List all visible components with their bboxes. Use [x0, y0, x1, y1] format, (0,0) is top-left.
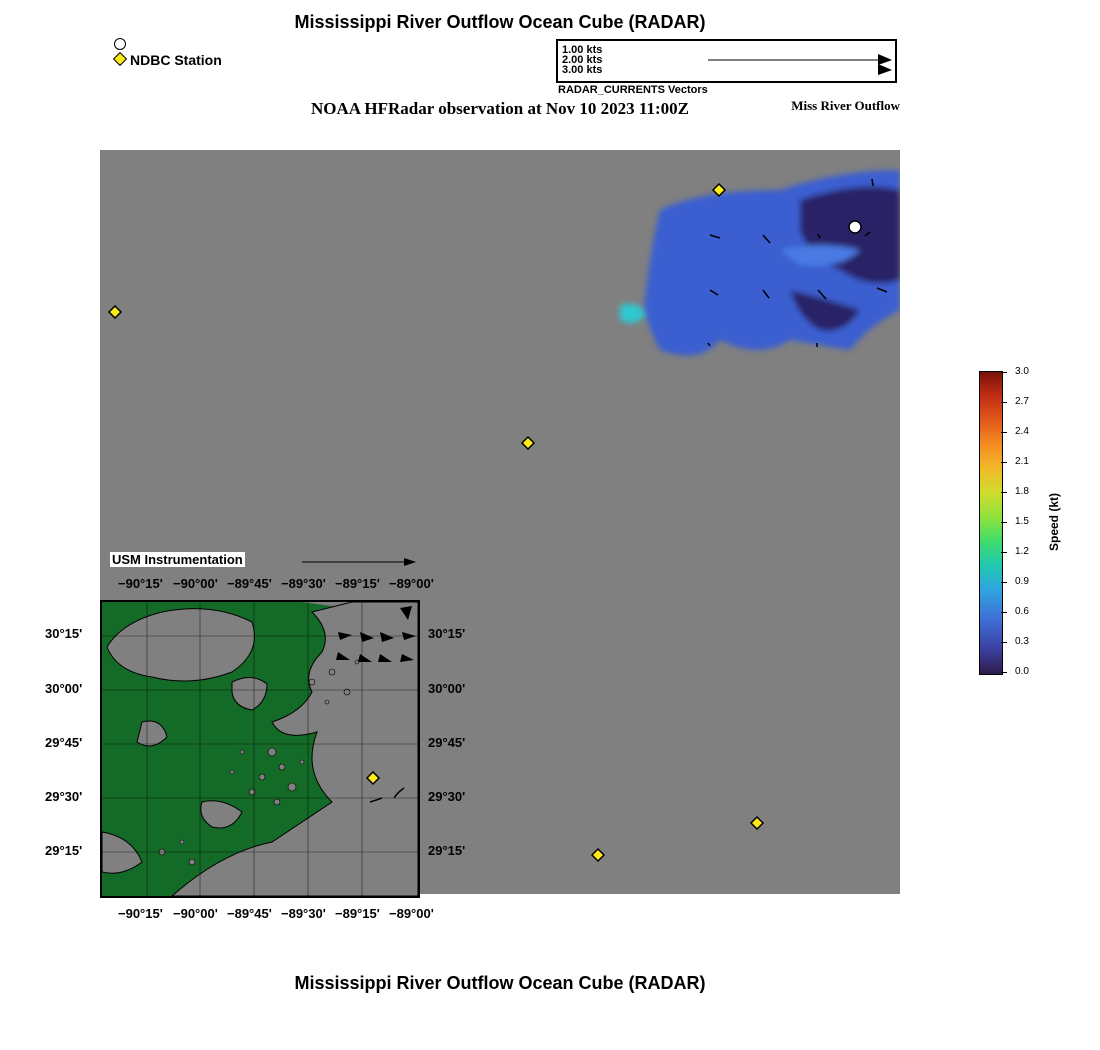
lon-tick-label: −90°00': [173, 576, 218, 591]
colorbar-tick-label: 1.5: [1015, 516, 1029, 527]
inset-title: USM Instrumentation: [112, 552, 243, 567]
lat-tick-label: 30°15': [428, 626, 466, 641]
lon-tick-label: −90°15': [118, 576, 163, 591]
colorbar-tick: [1001, 402, 1007, 403]
region-label: Miss River Outflow: [791, 98, 900, 113]
lat-tick-label: 29°15': [428, 843, 466, 858]
lat-tick-label: 29°45': [428, 735, 466, 750]
lat-tick-label: 30°00': [428, 681, 466, 696]
lat-tick-label: 29°45': [45, 735, 83, 750]
diamond-marker-icon: [113, 52, 127, 66]
lon-tick-label: −89°45': [227, 906, 272, 921]
lon-tick-label: −90°15': [118, 906, 163, 921]
colorbar-tick: [1001, 582, 1007, 583]
lat-tick-label: 29°15': [45, 843, 83, 858]
colorbar-tick: [1001, 522, 1007, 523]
lat-tick-label: 30°00': [45, 681, 83, 696]
lon-tick-label: −89°30': [281, 906, 326, 921]
lon-tick-label: −89°00': [389, 576, 434, 591]
colorbar-tick: [1001, 462, 1007, 463]
colorbar-tick: [1001, 642, 1007, 643]
map-subtitle: NOAA HFRadar observation at Nov 10 2023 11:00Z: [311, 99, 689, 118]
vector-legend-caption: RADAR_CURRENTS Vectors: [558, 84, 708, 96]
vector-legend-label: 2.00 kts: [562, 54, 603, 66]
vector-legend: [556, 39, 897, 83]
speed-colorbar: [979, 371, 1003, 675]
colorbar-tick-label: 0.3: [1015, 636, 1029, 647]
page-footer-title: Mississippi River Outflow Ocean Cube (RADAR): [294, 973, 706, 993]
lat-tick-label: 29°30': [428, 789, 466, 804]
inset-map[interactable]: [100, 600, 420, 898]
lon-tick-label: −90°00': [173, 906, 218, 921]
circle-marker-icon: [114, 38, 126, 50]
colorbar-tick-label: 2.1: [1015, 456, 1029, 467]
page-title: Mississippi River Outflow Ocean Cube (RADAR): [294, 12, 706, 32]
vector-legend-label: 3.00 kts: [562, 64, 603, 76]
colorbar-tick: [1001, 432, 1007, 433]
colorbar-tick-label: 0.6: [1015, 606, 1029, 617]
colorbar-tick: [1001, 552, 1007, 553]
colorbar-tick: [1001, 672, 1007, 673]
colorbar-tick-label: 0.0: [1015, 666, 1029, 677]
lon-tick-label: −89°15': [335, 906, 380, 921]
inset-vector-scale: [300, 555, 420, 569]
lon-tick-label: −89°45': [227, 576, 272, 591]
lat-tick-label: 29°30': [45, 789, 83, 804]
colorbar-tick-label: 2.7: [1015, 396, 1029, 407]
colorbar-tick: [1001, 492, 1007, 493]
vector-legend-label: 1.00 kts: [562, 44, 603, 56]
station-legend-label: NDBC Station: [130, 52, 222, 68]
vector-legend-arrows: [558, 41, 895, 81]
colorbar-tick: [1001, 612, 1007, 613]
lon-tick-label: −89°15': [335, 576, 380, 591]
lon-tick-label: −89°00': [389, 906, 434, 921]
colorbar-tick-label: 1.8: [1015, 486, 1029, 497]
colorbar-tick-label: 1.2: [1015, 546, 1029, 557]
lon-tick-label: −89°30': [281, 576, 326, 591]
colorbar-title: Speed (kt): [1047, 492, 1062, 552]
colorbar-tick-label: 2.4: [1015, 426, 1029, 437]
inset-terrain: [102, 602, 418, 896]
lat-tick-label: 30°15': [45, 626, 83, 641]
radar-station-marker: [849, 221, 861, 233]
colorbar-tick: [1001, 372, 1007, 373]
colorbar-tick-label: 0.9: [1015, 576, 1029, 587]
colorbar-tick-label: 3.0: [1015, 366, 1029, 377]
